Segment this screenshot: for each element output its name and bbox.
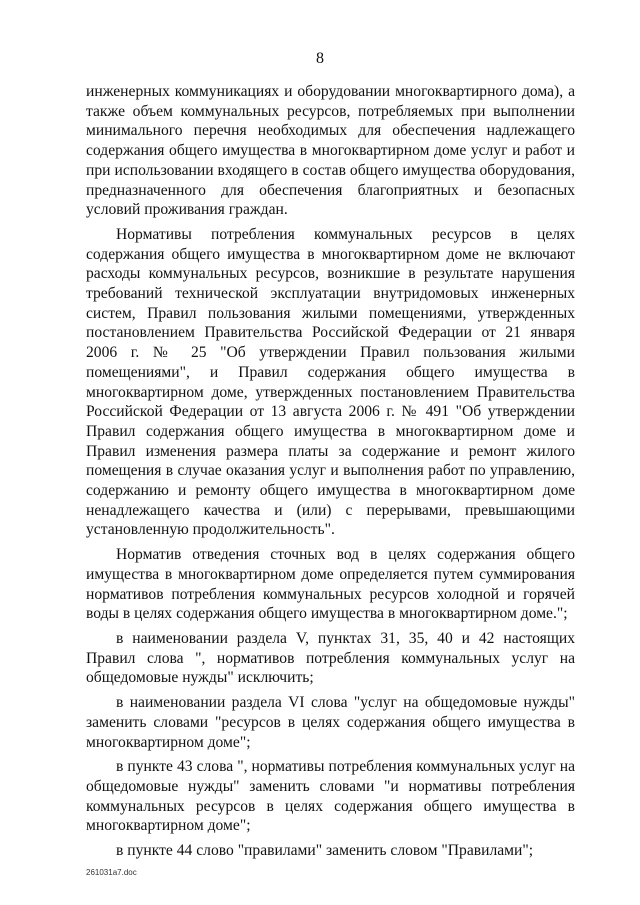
paragraph-section-vi: в наименовании раздела VI слова "услуг на общедомовые нужды" заменить словами "ресурсов в целях содержания общего имущества в многоквартирном доме"; bbox=[86, 694, 575, 751]
paragraph-continuation: инженерных коммуникациях и оборудовании многоквартирного дома), а также объем коммунальных ресурсов, потребляемых при выполнении минимального перечня необходимых для обеспечения надлежащего содержания общего имущества в многоквартирном доме услуг и работ и при использовании входящего в состав общего имущества оборудования, предназначенного для обеспечения благоприятных и безопасных условий проживания граждан. bbox=[86, 83, 575, 219]
paragraph-wastewater: Норматив отведения сточных вод в целях содержания общего имущества в многоквартирном доме определяется путем суммирования нормативов потребления коммунальных ресурсов холодной и горячей воды в целях содержания общего имущества в многоквартирном доме."; bbox=[86, 546, 575, 623]
paragraph-section-v: в наименовании раздела V, пунктах 31, 35, 40 и 42 настоящих Правил слова ", нормативов потребления коммунальных услуг на общедомовые нужды" исключить; bbox=[86, 629, 575, 687]
paragraph-point-43: в пункте 43 слова ", нормативы потребления коммунальных услуг на общедомовые нужды" заменить словами "и нормативы потребления коммунальных ресурсов в целях содержания общего имущества в многоквартирном доме"; bbox=[86, 758, 575, 835]
document-body bbox=[86, 82, 575, 861]
page-number: 8 bbox=[316, 50, 324, 67]
paragraph-point-44: в пункте 44 слово "правилами" заменить словом "Правилами"; bbox=[116, 842, 534, 860]
paragraph-normatives: Нормативы потребления коммунальных ресурсов в целях содержания общего имущества в многоквартирном доме не включают расходы коммунальных ресурсов, возникшие в результате нарушения требований технической эксплуатации внутридомовых инженерных систем, Правил пользования жилыми помещениями, утвержденных постановлением Правительства Российской Федерации от 21 января 2006 г. № 25 "Об утверждении Правил пользования жилыми помещениями", и Правил содержания общего имущества в многоквартирном доме, утвержденных постановлением Правительства Российской Федерации от 13 августа 2006 г. № 491 "Об утверждении Правил содержания общего имущества в многоквартирном доме и Правил изменения размера платы за содержание и ремонт жилого помещения в случае оказания услуг и выполнения работ по управлению, содержанию и ремонту общего имущества в многоквартирном доме ненадлежащего качества и (или) с перерывами, превышающими установленную продолжительность". bbox=[86, 225, 575, 539]
file-name-footer: 261031a7.doc bbox=[86, 868, 137, 877]
